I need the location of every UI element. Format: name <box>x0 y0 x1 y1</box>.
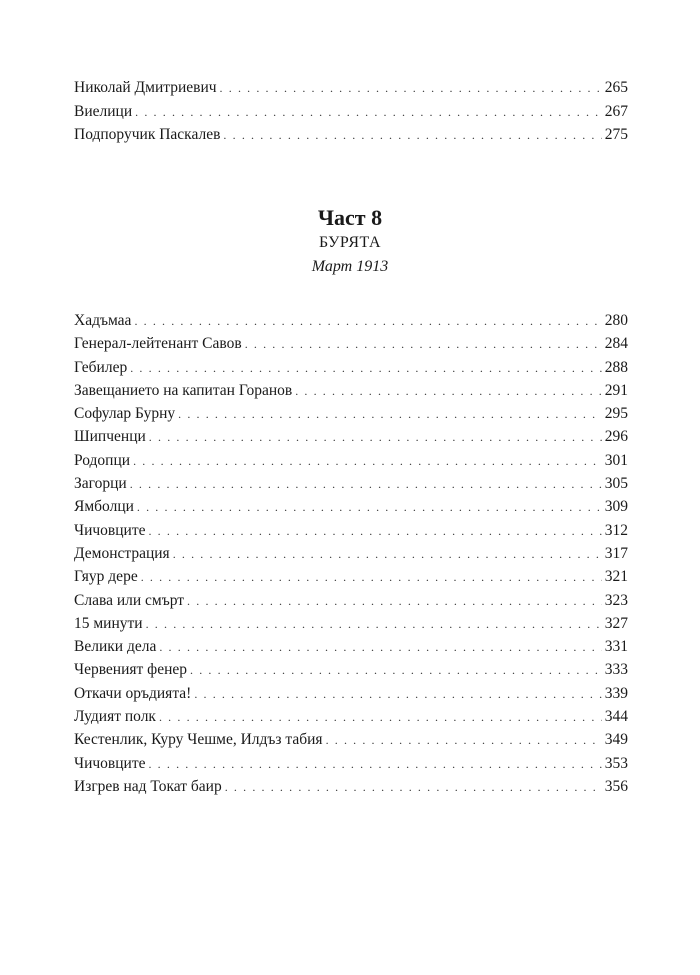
toc-entry-page-number: 321 <box>604 568 628 586</box>
toc-entry <box>74 635 628 658</box>
toc-entry-page-number: 291 <box>604 381 628 399</box>
toc-entry <box>74 425 628 448</box>
toc-entry <box>74 705 628 728</box>
toc-entry-title: Гяур дере <box>74 568 138 586</box>
toc-entry-title: Генерал-лейтенант Савов <box>74 335 242 353</box>
toc-entry-title: Червеният фенер <box>74 661 188 679</box>
toc-entry-page-number: 333 <box>604 661 628 679</box>
part-subtitle: БУРЯТА <box>318 234 382 251</box>
toc-dot-leader <box>149 426 602 449</box>
toc-dot-leader <box>245 333 602 356</box>
toc-entry-page-number: 265 <box>604 79 628 96</box>
toc-entry-page-number: 295 <box>604 405 628 423</box>
toc-entry-title: Шипченци <box>74 428 146 446</box>
toc-entry-title: Подпоручик Паскалев <box>74 126 221 144</box>
toc-dot-leader <box>173 543 602 566</box>
toc-dot-leader <box>295 380 602 403</box>
toc-entry-title: Завещанието на капитан Горанов <box>74 381 293 399</box>
toc-entry <box>74 519 628 542</box>
toc-entry-page-number: 327 <box>604 614 628 632</box>
toc-entry <box>74 542 628 565</box>
toc-entry-page-number: 323 <box>604 591 628 609</box>
toc-entry-title: Чичовците <box>74 754 146 772</box>
toc-dot-leader <box>220 77 602 101</box>
toc-entry-page-number: 356 <box>604 777 628 795</box>
toc-entry <box>74 379 628 402</box>
toc-entry-page-number: 280 <box>604 312 628 329</box>
toc-entry-title: Лудият полк <box>74 708 156 726</box>
toc-entry <box>74 728 628 751</box>
toc-dot-leader <box>178 403 602 426</box>
toc-entry <box>74 76 628 100</box>
toc-entry-page-number: 339 <box>604 684 628 702</box>
toc-entry-page-number: 296 <box>604 428 628 446</box>
toc-entry <box>74 682 628 705</box>
toc-entry-title: Хадъмаа <box>74 312 132 329</box>
toc-entry <box>74 472 628 495</box>
toc-entry <box>74 449 628 472</box>
toc-entry-page-number: 312 <box>604 521 628 539</box>
toc-dot-leader <box>194 683 601 706</box>
part-title: Част 8 <box>317 205 383 230</box>
toc-entry-page-number: 353 <box>604 754 628 772</box>
toc-entry <box>74 495 628 518</box>
toc-dot-leader <box>223 124 601 148</box>
toc-dot-leader <box>190 659 602 682</box>
toc-dot-leader <box>146 613 602 636</box>
part-header <box>0 204 700 279</box>
toc-entry-title: Велики дела <box>74 638 157 656</box>
toc-dot-leader <box>159 636 601 659</box>
toc-entry <box>74 123 628 147</box>
toc-entry-page-number: 267 <box>604 102 628 120</box>
toc-entry <box>74 752 628 775</box>
toc-dot-leader <box>137 496 602 519</box>
toc-list-part-8 <box>74 309 628 798</box>
toc-entry <box>74 332 628 355</box>
toc-entry-page-number: 349 <box>604 731 628 749</box>
toc-dot-leader <box>134 310 601 333</box>
toc-dot-leader <box>130 473 602 496</box>
toc-entry-page-number: 331 <box>604 638 628 656</box>
toc-entry-page-number: 305 <box>604 475 628 493</box>
toc-entry-page-number: 301 <box>604 451 628 469</box>
toc-entry <box>74 658 628 681</box>
toc-entry-title: Демонстрация <box>74 544 170 562</box>
toc-entry-title: Николай Дмитриевич <box>74 79 217 96</box>
toc-entry <box>74 589 628 612</box>
toc-entry-title: Софулар Бурну <box>74 405 176 423</box>
toc-entry-title: Гебилер <box>74 358 128 376</box>
toc-entry-page-number: 275 <box>604 126 628 144</box>
toc-entry <box>74 356 628 379</box>
toc-entry-title: 15 минути <box>74 614 143 632</box>
toc-dot-leader <box>141 566 602 589</box>
toc-entry-title: Родопци <box>74 451 131 469</box>
toc-entry <box>74 612 628 635</box>
toc-entry-title: Кестенлик, Куру Чешме, Илдъз табия <box>74 731 323 749</box>
toc-entry-title: Откачи оръдията! <box>74 684 192 702</box>
toc-dot-leader <box>148 520 601 543</box>
toc-entry-title: Ямболци <box>74 498 134 516</box>
toc-entry-title: Слава или смърт <box>74 591 185 609</box>
toc-list-previous-part <box>74 76 628 147</box>
toc-entry-title: Загорци <box>74 475 127 493</box>
toc-dot-leader <box>133 450 602 473</box>
toc-entry <box>74 402 628 425</box>
toc-entry-title: Чичовците <box>74 521 146 539</box>
toc-entry-page-number: 344 <box>604 708 628 726</box>
toc-dot-leader <box>148 753 601 776</box>
toc-entry <box>74 100 628 124</box>
toc-entry-title: Изгрев над Токат баир <box>74 777 222 795</box>
toc-entry-page-number: 317 <box>604 544 628 562</box>
toc-entry-title: Виелици <box>74 102 133 120</box>
toc-dot-leader <box>225 776 602 799</box>
toc-entry <box>74 565 628 588</box>
toc-entry-page-number: 288 <box>604 358 628 376</box>
toc-entry <box>74 309 628 332</box>
toc-dot-leader <box>159 706 602 729</box>
toc-entry <box>74 775 628 798</box>
part-date: Март 1913 <box>311 258 389 275</box>
toc-dot-leader <box>326 729 602 752</box>
toc-entry-page-number: 309 <box>604 498 628 516</box>
toc-dot-leader <box>187 590 602 613</box>
toc-dot-leader <box>130 357 602 380</box>
toc-entry-page-number: 284 <box>604 335 628 353</box>
toc-dot-leader <box>135 101 602 125</box>
